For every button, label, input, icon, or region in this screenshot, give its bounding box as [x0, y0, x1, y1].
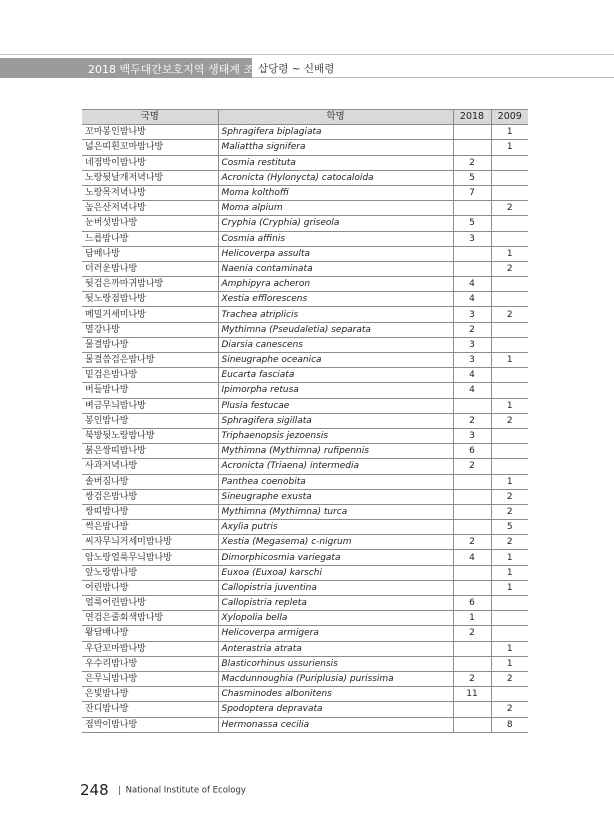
- count-2009-cell: 1: [491, 565, 528, 580]
- table-row: [82, 702, 528, 717]
- count-2009-cell: [491, 231, 528, 246]
- table-row: [82, 398, 528, 413]
- count-2009-cell: 1: [491, 641, 528, 656]
- table-row: [82, 383, 528, 398]
- count-2018-cell: 5: [453, 216, 491, 231]
- count-2009-cell: 8: [491, 717, 528, 732]
- korean-name-cell: 물결밤나방: [82, 337, 218, 352]
- scientific-name-cell: Macdunnoughia (Puriplusia) purissima: [218, 671, 453, 686]
- count-2009-cell: 5: [491, 520, 528, 535]
- table-row: [82, 155, 528, 170]
- table-row: [82, 231, 528, 246]
- count-2018-cell: 2: [453, 671, 491, 686]
- count-2009-cell: 1: [491, 656, 528, 671]
- table-header-row: [82, 110, 528, 125]
- scientific-name-cell: Sineugraphe oceanica: [218, 353, 453, 368]
- korean-name-cell: 담배나방: [82, 246, 218, 261]
- count-2009-cell: 1: [491, 246, 528, 261]
- count-2018-cell: 4: [453, 383, 491, 398]
- scientific-name-cell: Naenia contaminata: [218, 261, 453, 276]
- count-2018-cell: 1: [453, 611, 491, 626]
- table-row: [82, 520, 528, 535]
- korean-name-cell: 느릅밤나방: [82, 231, 218, 246]
- count-2009-cell: [491, 368, 528, 383]
- scientific-name-cell: Moma alpium: [218, 201, 453, 216]
- table-row: [82, 444, 528, 459]
- scientific-name-cell: Helicoverpa assulta: [218, 246, 453, 261]
- table-row: [82, 596, 528, 611]
- count-2018-cell: [453, 201, 491, 216]
- count-2018-cell: 3: [453, 231, 491, 246]
- scientific-name-cell: Triphaenopsis jezoensis: [218, 428, 453, 443]
- count-2018-cell: 2: [453, 626, 491, 641]
- count-2009-cell: [491, 292, 528, 307]
- count-2018-cell: [453, 580, 491, 595]
- count-2009-cell: 2: [491, 702, 528, 717]
- count-2018-cell: [453, 261, 491, 276]
- count-2018-cell: [453, 504, 491, 519]
- table-row: [82, 717, 528, 732]
- scientific-name-cell: Sphragifera sigillata: [218, 413, 453, 428]
- count-2018-cell: [453, 520, 491, 535]
- korean-name-cell: 높은산저녁나방: [82, 201, 218, 216]
- table-row: [82, 489, 528, 504]
- scientific-name-cell: Amphipyra acheron: [218, 277, 453, 292]
- korean-name-cell: 더러운밤나방: [82, 261, 218, 276]
- count-2018-cell: [453, 702, 491, 717]
- table-row: [82, 337, 528, 352]
- scientific-name-cell: Axylia putris: [218, 520, 453, 535]
- scientific-name-cell: Blasticorhinus ussuriensis: [218, 656, 453, 671]
- header-rule: [252, 77, 614, 78]
- count-2009-cell: 2: [491, 413, 528, 428]
- count-2009-cell: 1: [491, 125, 528, 140]
- count-2018-cell: 2: [453, 322, 491, 337]
- count-2009-cell: [491, 611, 528, 626]
- count-2009-cell: 1: [491, 353, 528, 368]
- count-2018-cell: 6: [453, 596, 491, 611]
- count-2009-cell: 1: [491, 398, 528, 413]
- count-2018-cell: 4: [453, 277, 491, 292]
- count-2009-cell: [491, 337, 528, 352]
- species-table: [82, 109, 528, 733]
- korean-name-cell: 버들밤나방: [82, 383, 218, 398]
- count-2009-cell: 2: [491, 504, 528, 519]
- scientific-name-cell: Maliattha signifera: [218, 140, 453, 155]
- scientific-name-cell: Callopistria juventina: [218, 580, 453, 595]
- table-row: [82, 353, 528, 368]
- count-2009-cell: 2: [491, 489, 528, 504]
- scientific-name-cell: Sphragifera biplagiata: [218, 125, 453, 140]
- count-2018-cell: [453, 656, 491, 671]
- count-2009-cell: [491, 155, 528, 170]
- korean-name-cell: 잔디밤나방: [82, 702, 218, 717]
- count-2009-cell: [491, 383, 528, 398]
- scientific-name-cell: Acronicta (Hylonycta) catocaloida: [218, 170, 453, 185]
- scientific-name-cell: Callopistria repleta: [218, 596, 453, 611]
- scientific-name-cell: Mythimna (Mythimna) rufipennis: [218, 444, 453, 459]
- page-number: 248: [80, 781, 109, 799]
- korean-name-cell: 사과저녁나방: [82, 459, 218, 474]
- table-row: [82, 550, 528, 565]
- scientific-name-cell: Anterastria atrata: [218, 641, 453, 656]
- table-row: [82, 687, 528, 702]
- korean-name-cell: 우수리밤나방: [82, 656, 218, 671]
- scientific-name-cell: Eucarta fasciata: [218, 368, 453, 383]
- korean-name-cell: 봉인밤나방: [82, 413, 218, 428]
- korean-name-cell: 솔버짐나방: [82, 474, 218, 489]
- scientific-name-cell: Ipimorpha retusa: [218, 383, 453, 398]
- count-2009-cell: [491, 596, 528, 611]
- count-2009-cell: [491, 428, 528, 443]
- table-row: [82, 292, 528, 307]
- count-2009-cell: 1: [491, 550, 528, 565]
- scientific-name-cell: Trachea atriplicis: [218, 307, 453, 322]
- col-header-2009: 2009: [491, 110, 528, 125]
- count-2018-cell: 3: [453, 353, 491, 368]
- korean-name-cell: 꼬마봉인밤나방: [82, 125, 218, 140]
- korean-name-cell: 노랑뒷날개저녁나방: [82, 170, 218, 185]
- count-2018-cell: 4: [453, 550, 491, 565]
- scientific-name-cell: Xestia efflorescens: [218, 292, 453, 307]
- korean-name-cell: 북방뒷노랑밤나방: [82, 428, 218, 443]
- count-2009-cell: 1: [491, 580, 528, 595]
- count-2009-cell: 2: [491, 261, 528, 276]
- scientific-name-cell: Cryphia (Cryphia) griseola: [218, 216, 453, 231]
- korean-name-cell: 쌍검은밤나방: [82, 489, 218, 504]
- table-row: [82, 125, 528, 140]
- scientific-name-cell: Mythimna (Mythimna) turca: [218, 504, 453, 519]
- scientific-name-cell: Moma kolthoffi: [218, 185, 453, 200]
- scientific-name-cell: Panthea coenobita: [218, 474, 453, 489]
- table-body: [82, 125, 528, 733]
- count-2009-cell: 2: [491, 535, 528, 550]
- scientific-name-cell: Plusia festucae: [218, 398, 453, 413]
- count-2009-cell: [491, 459, 528, 474]
- korean-name-cell: 왕담배나방: [82, 626, 218, 641]
- count-2009-cell: 1: [491, 474, 528, 489]
- korean-name-cell: 멸강나방: [82, 322, 218, 337]
- count-2009-cell: [491, 185, 528, 200]
- scientific-name-cell: Helicoverpa armigera: [218, 626, 453, 641]
- table-row: [82, 368, 528, 383]
- table-row: [82, 671, 528, 686]
- count-2009-cell: 2: [491, 671, 528, 686]
- count-2018-cell: 2: [453, 535, 491, 550]
- scientific-name-cell: Cosmia affinis: [218, 231, 453, 246]
- count-2018-cell: 3: [453, 337, 491, 352]
- page-footer: [80, 780, 246, 799]
- count-2009-cell: [491, 322, 528, 337]
- table-row: [82, 459, 528, 474]
- count-2018-cell: 6: [453, 444, 491, 459]
- scientific-name-cell: Euxoa (Euxoa) karschi: [218, 565, 453, 580]
- korean-name-cell: 어린밤나방: [82, 580, 218, 595]
- count-2009-cell: 2: [491, 201, 528, 216]
- count-2009-cell: [491, 170, 528, 185]
- count-2009-cell: 2: [491, 307, 528, 322]
- korean-name-cell: 점박이밤나방: [82, 717, 218, 732]
- korean-name-cell: 씨자무늬거세미밤나방: [82, 535, 218, 550]
- table-row: [82, 140, 528, 155]
- korean-name-cell: 암노랑얼룩무늬밤나방: [82, 550, 218, 565]
- table-row: [82, 277, 528, 292]
- table-row: [82, 246, 528, 261]
- korean-name-cell: 연검은줄회색밤나방: [82, 611, 218, 626]
- table-row: [82, 413, 528, 428]
- count-2018-cell: 2: [453, 459, 491, 474]
- table-row: [82, 261, 528, 276]
- table-row: [82, 656, 528, 671]
- korean-name-cell: 뒷노랑점밤나방: [82, 292, 218, 307]
- count-2009-cell: [491, 687, 528, 702]
- count-2018-cell: 7: [453, 185, 491, 200]
- table-row: [82, 428, 528, 443]
- korean-name-cell: 붉은쌍띠밤나방: [82, 444, 218, 459]
- count-2018-cell: [453, 398, 491, 413]
- korean-name-cell: 물결씀검은밤나방: [82, 353, 218, 368]
- scientific-name-cell: Diarsia canescens: [218, 337, 453, 352]
- korean-name-cell: 앞노랑밤나방: [82, 565, 218, 580]
- count-2018-cell: 11: [453, 687, 491, 702]
- scientific-name-cell: Spodoptera depravata: [218, 702, 453, 717]
- scientific-name-cell: Sineugraphe exusta: [218, 489, 453, 504]
- count-2009-cell: [491, 277, 528, 292]
- count-2018-cell: [453, 474, 491, 489]
- report-title: 2018 백두대간보호지역 생태계 조사: [88, 63, 265, 76]
- count-2018-cell: 4: [453, 292, 491, 307]
- table-row: [82, 185, 528, 200]
- count-2018-cell: [453, 489, 491, 504]
- count-2018-cell: 5: [453, 170, 491, 185]
- count-2018-cell: 2: [453, 155, 491, 170]
- table-row: [82, 565, 528, 580]
- top-rule: [0, 54, 614, 55]
- col-header-korean-name: 국명: [82, 110, 218, 125]
- count-2009-cell: [491, 626, 528, 641]
- section-subtitle: 삽당령 ~ 신배령: [258, 63, 335, 75]
- count-2009-cell: 1: [491, 140, 528, 155]
- korean-name-cell: 얼룩어린밤나방: [82, 596, 218, 611]
- col-header-scientific-name: 학명: [218, 110, 453, 125]
- korean-name-cell: 넓은띠흰꼬마밤나방: [82, 140, 218, 155]
- count-2018-cell: [453, 140, 491, 155]
- count-2018-cell: [453, 565, 491, 580]
- scientific-name-cell: Chasminodes albonitens: [218, 687, 453, 702]
- scientific-name-cell: Xestia (Megasema) c-nigrum: [218, 535, 453, 550]
- scientific-name-cell: Hermonassa cecilia: [218, 717, 453, 732]
- korean-name-cell: 밑검은밤나방: [82, 368, 218, 383]
- count-2018-cell: [453, 717, 491, 732]
- korean-name-cell: 은무늬밤나방: [82, 671, 218, 686]
- scientific-name-cell: Dimorphicosmia variegata: [218, 550, 453, 565]
- count-2018-cell: 2: [453, 413, 491, 428]
- korean-name-cell: 뒷검은까마귀밤나방: [82, 277, 218, 292]
- count-2009-cell: [491, 216, 528, 231]
- table-row: [82, 641, 528, 656]
- scientific-name-cell: Acronicta (Triaena) intermedia: [218, 459, 453, 474]
- footer-divider: [119, 786, 120, 795]
- korean-name-cell: 눈버섯밤나방: [82, 216, 218, 231]
- scientific-name-cell: Cosmia restituta: [218, 155, 453, 170]
- count-2009-cell: [491, 444, 528, 459]
- footer-source: National Institute of Ecology: [125, 785, 246, 796]
- col-header-2018: 2018: [453, 110, 491, 125]
- table-row: [82, 504, 528, 519]
- korean-name-cell: 썩은밤나방: [82, 520, 218, 535]
- korean-name-cell: 메밀거세미나방: [82, 307, 218, 322]
- korean-name-cell: 벼금무늬밤나방: [82, 398, 218, 413]
- table-row: [82, 626, 528, 641]
- table-row: [82, 322, 528, 337]
- count-2018-cell: [453, 641, 491, 656]
- table-row: [82, 201, 528, 216]
- korean-name-cell: 네점박이밤나방: [82, 155, 218, 170]
- table-row: [82, 535, 528, 550]
- table-row: [82, 170, 528, 185]
- table-row: [82, 216, 528, 231]
- korean-name-cell: 쌍띠밤나방: [82, 504, 218, 519]
- korean-name-cell: 노랑목저녁나방: [82, 185, 218, 200]
- count-2018-cell: [453, 125, 491, 140]
- count-2018-cell: 3: [453, 428, 491, 443]
- table-row: [82, 474, 528, 489]
- table-row: [82, 307, 528, 322]
- count-2018-cell: 3: [453, 307, 491, 322]
- korean-name-cell: 은빛밤나방: [82, 687, 218, 702]
- scientific-name-cell: Mythimna (Pseudaletia) separata: [218, 322, 453, 337]
- scientific-name-cell: Xylopolia bella: [218, 611, 453, 626]
- table-row: [82, 611, 528, 626]
- count-2018-cell: 4: [453, 368, 491, 383]
- count-2018-cell: [453, 246, 491, 261]
- table-row: [82, 580, 528, 595]
- korean-name-cell: 우단꼬마밤나방: [82, 641, 218, 656]
